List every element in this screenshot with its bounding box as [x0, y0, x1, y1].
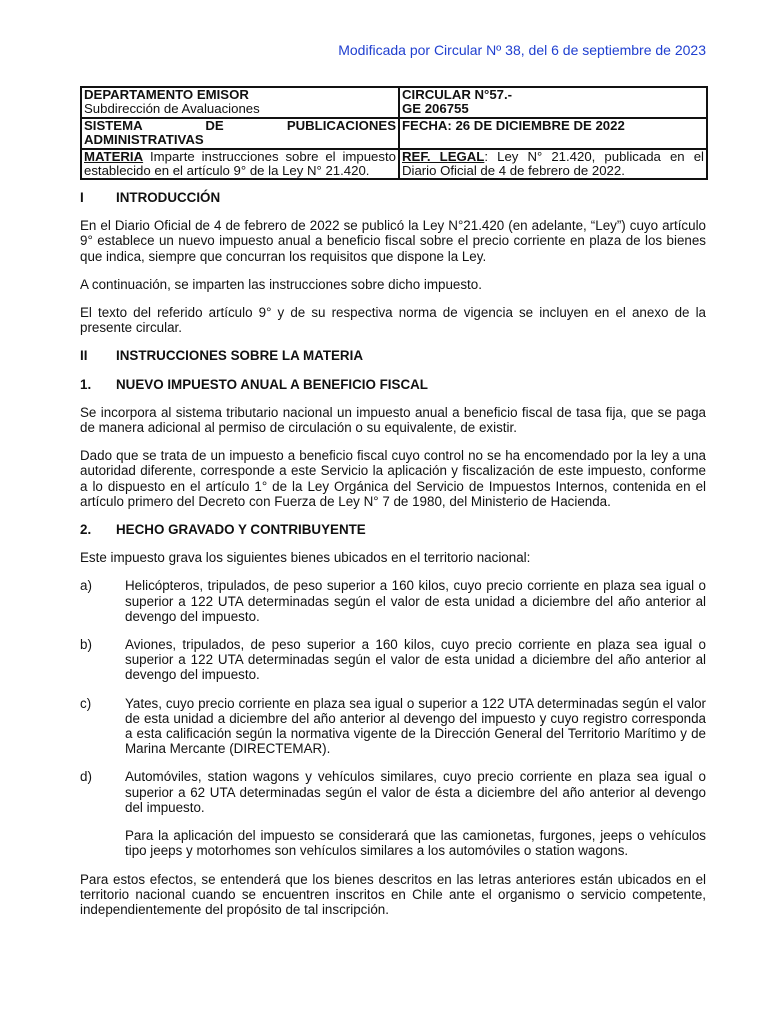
- section-heading-introduction: [80, 190, 706, 205]
- date-cell: [399, 118, 707, 149]
- list-item: [80, 696, 706, 757]
- list-item: [80, 769, 706, 815]
- circular-header-table: [80, 86, 708, 180]
- section-number: II: [80, 348, 88, 364]
- section-title: INSTRUCCIONES SOBRE LA MATERIA: [116, 348, 363, 364]
- list-item: [80, 637, 706, 683]
- list-item-label: b): [80, 637, 92, 653]
- list-item-text: Aviones, tripulados, de peso superior a 160 kilos, cuyo precio corriente en plaza sea igual o superior a 122 UTA determinadas según el valor de esta unidad a diciembre del año anterior al devengo del impuesto.: [125, 637, 706, 683]
- subsection-heading-taxable-event: [80, 522, 706, 537]
- list-item-label: c): [80, 695, 92, 711]
- paragraph: Este impuesto grava los siguientes bienes ubicados en el territorio nacional:: [80, 550, 531, 566]
- list-item: [80, 578, 706, 624]
- subject-text: Imparte instrucciones sobre el impuesto establecido en el artículo 9° de la Ley N° 21.420.: [84, 148, 396, 179]
- paragraph: Para estos efectos, se entenderá que los bienes descritos en las letras anteriores están ubicados en el territorio nacional cuando se encuentren inscritos en Chile ante el organismo o servicio competente, independientemente del propósito de tal inscripción.: [80, 871, 706, 917]
- subsection-title: NUEVO IMPUESTO ANUAL A BENEFICIO FISCAL: [116, 376, 428, 392]
- system-line-2: ADMINISTRATIVAS: [84, 132, 204, 148]
- subsection-number: 2.: [80, 522, 92, 538]
- list-item-text: Automóviles, station wagons y vehículos similares, cuyo precio corriente en plaza sea igual o superior a 62 UTA determinadas según el valor de ésta a diciembre del año anterior al devengo del impuesto.: [125, 769, 706, 815]
- subsection-heading-new-tax: [80, 377, 706, 392]
- subsection-number: 1.: [80, 376, 92, 392]
- circular-number-cell: [399, 87, 707, 118]
- paragraph: Se incorpora al sistema tributario nacional un impuesto anual a beneficio fiscal de tasa fija, que se paga de manera adicional al permiso de circulación o su equivalente, de existir.: [80, 404, 706, 436]
- list-item-text: Yates, cuyo precio corriente en plaza sea igual o superior a 122 UTA determinadas según el valor de esta unidad a diciembre del año anterior al devengo del impuesto y cuyo registro corresponda a esta calificación según la normativa vigente de la Dirección General del Territorio Marítimo y de Marina Mercante (DIRECTEMAR).: [125, 695, 706, 757]
- paragraph: En el Diario Oficial de 4 de febrero de 2022 se publicó la Ley N°21.420 (en adelante, “Ley”) cuyo artículo 9° establece un nuevo impuesto anual a beneficio fiscal sobre el precio corriente en plaza de los bienes que indica, siempre que concurran los requisitos que dispone la Ley.: [80, 218, 706, 264]
- legal-ref-text: : Ley N° 21.420, publicada en el Diario Oficial de 4 de febrero de 2022.: [402, 148, 704, 179]
- paragraph: Dado que se trata de un impuesto a beneficio fiscal cuyo control no se ha encomendado por la ley a una autoridad diferente, corresponde a este Servicio la aplicación y fiscalización de este impuesto, conforme a lo dispuesto en el artículo 1° de la Ley Orgánica del Servicio de Impuestos Internos, contenida en el artículo primero del Decreto con Fuerza de Ley N° 7 de 1980, del Ministerio de Hacienda.: [80, 448, 706, 509]
- department-label: DEPARTAMENTO EMISOR: [84, 87, 249, 102]
- legal-ref-cell: [399, 149, 707, 180]
- section-heading-instructions: [80, 348, 706, 363]
- paragraph: El texto del referido artículo 9° y de su respectiva norma de vigencia se incluyen en el anexo de la presente circular.: [80, 305, 706, 336]
- list-item-text: Helicópteros, tripulados, de peso superior a 160 kilos, cuyo precio corriente en plaza sea igual o superior a 122 UTA determinadas según el valor de esta unidad a diciembre del año anterior al devengo del impuesto.: [125, 578, 706, 624]
- circular-ge: GE 206755: [402, 101, 469, 117]
- list-item-label: a): [80, 578, 92, 594]
- paragraph: Para la aplicación del impuesto se considerará que las camionetas, furgones, jeeps o vehículos tipo jeeps y motorhomes son vehículos similares a los automóviles o station wagons.: [125, 828, 706, 859]
- paragraph: A continuación, se imparten las instrucciones sobre dicho impuesto.: [80, 276, 482, 292]
- modification-note: Modificada por Circular Nº 38, del 6 de septiembre de 2023: [338, 42, 706, 58]
- department-value: Subdirección de Avaluaciones: [84, 101, 260, 117]
- system-line-1: SISTEMA DE PUBLICACIONES: [84, 117, 396, 133]
- section-number: I: [80, 190, 84, 205]
- subject-cell: [81, 149, 399, 180]
- legal-ref-label: REF. LEGAL: [402, 148, 485, 164]
- document-body: [80, 190, 706, 930]
- issuing-department-cell: [81, 87, 399, 118]
- section-title: INTRODUCCIÓN: [116, 190, 221, 205]
- circular-label: CIRCULAR N°57.-: [402, 87, 513, 102]
- circular-date: FECHA: 26 DE DICIEMBRE DE 2022: [402, 117, 625, 133]
- system-cell: [81, 118, 399, 149]
- subsection-title: HECHO GRAVADO Y CONTRIBUYENTE: [116, 522, 366, 538]
- list-item-label: d): [80, 769, 92, 785]
- subject-label: MATERIA: [84, 148, 144, 164]
